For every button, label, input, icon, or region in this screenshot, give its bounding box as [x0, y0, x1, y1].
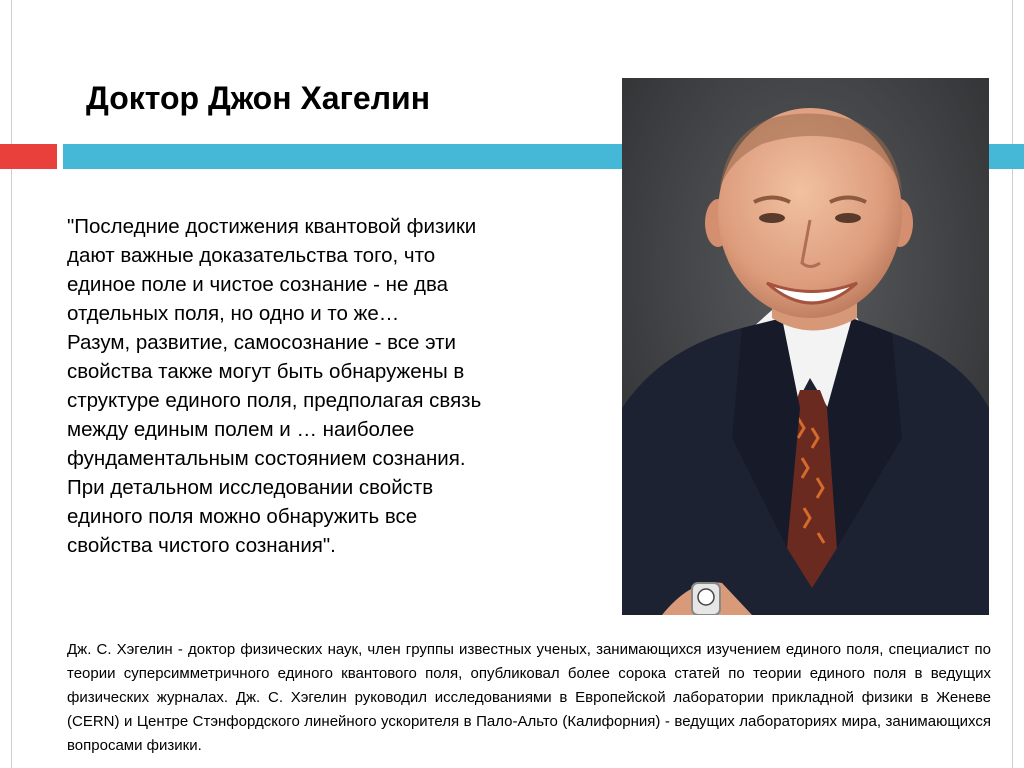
quote-text: "Последние достижения квантовой физики дают важные доказательства того, что единое поле и чистое сознание - не два отдельных поля, но одно и то же… Разум, развитие, самосознание - все эти свойства также могут быть обнаружены в структуре единого поля, предполагая связь между единым полем и … наиболее фундаментальным состоянием сознания. При детальном исследовании свойств единого поля можно обнаружить все свойства чистого сознания". [67, 215, 482, 557]
frame-line-right [1012, 0, 1013, 768]
frame-line-left [11, 0, 12, 768]
slide-title: Доктор Джон Хагелин [86, 80, 431, 116]
portrait-photo [622, 78, 989, 615]
accent-bar-red [0, 144, 57, 169]
bio-paragraph: Дж. С. Хэгелин - доктор физических наук, член группы известных ученых, занимающихся изучением единого поля, специалист по теории суперсимметричного единого квантового поля, опубликовал более сорока статей по теории единого поля в ведущих физических журналах. Дж. С. Хэгелин руководил исследованиями в Европейской лаборатории прикладной физики в Женеве (CERN) и Центре Стэнфордского линейного ускорителя в Пало-Альто (Калифорния) - ведущих лабораториях мира, занимающихся вопросами физики. [67, 641, 991, 754]
